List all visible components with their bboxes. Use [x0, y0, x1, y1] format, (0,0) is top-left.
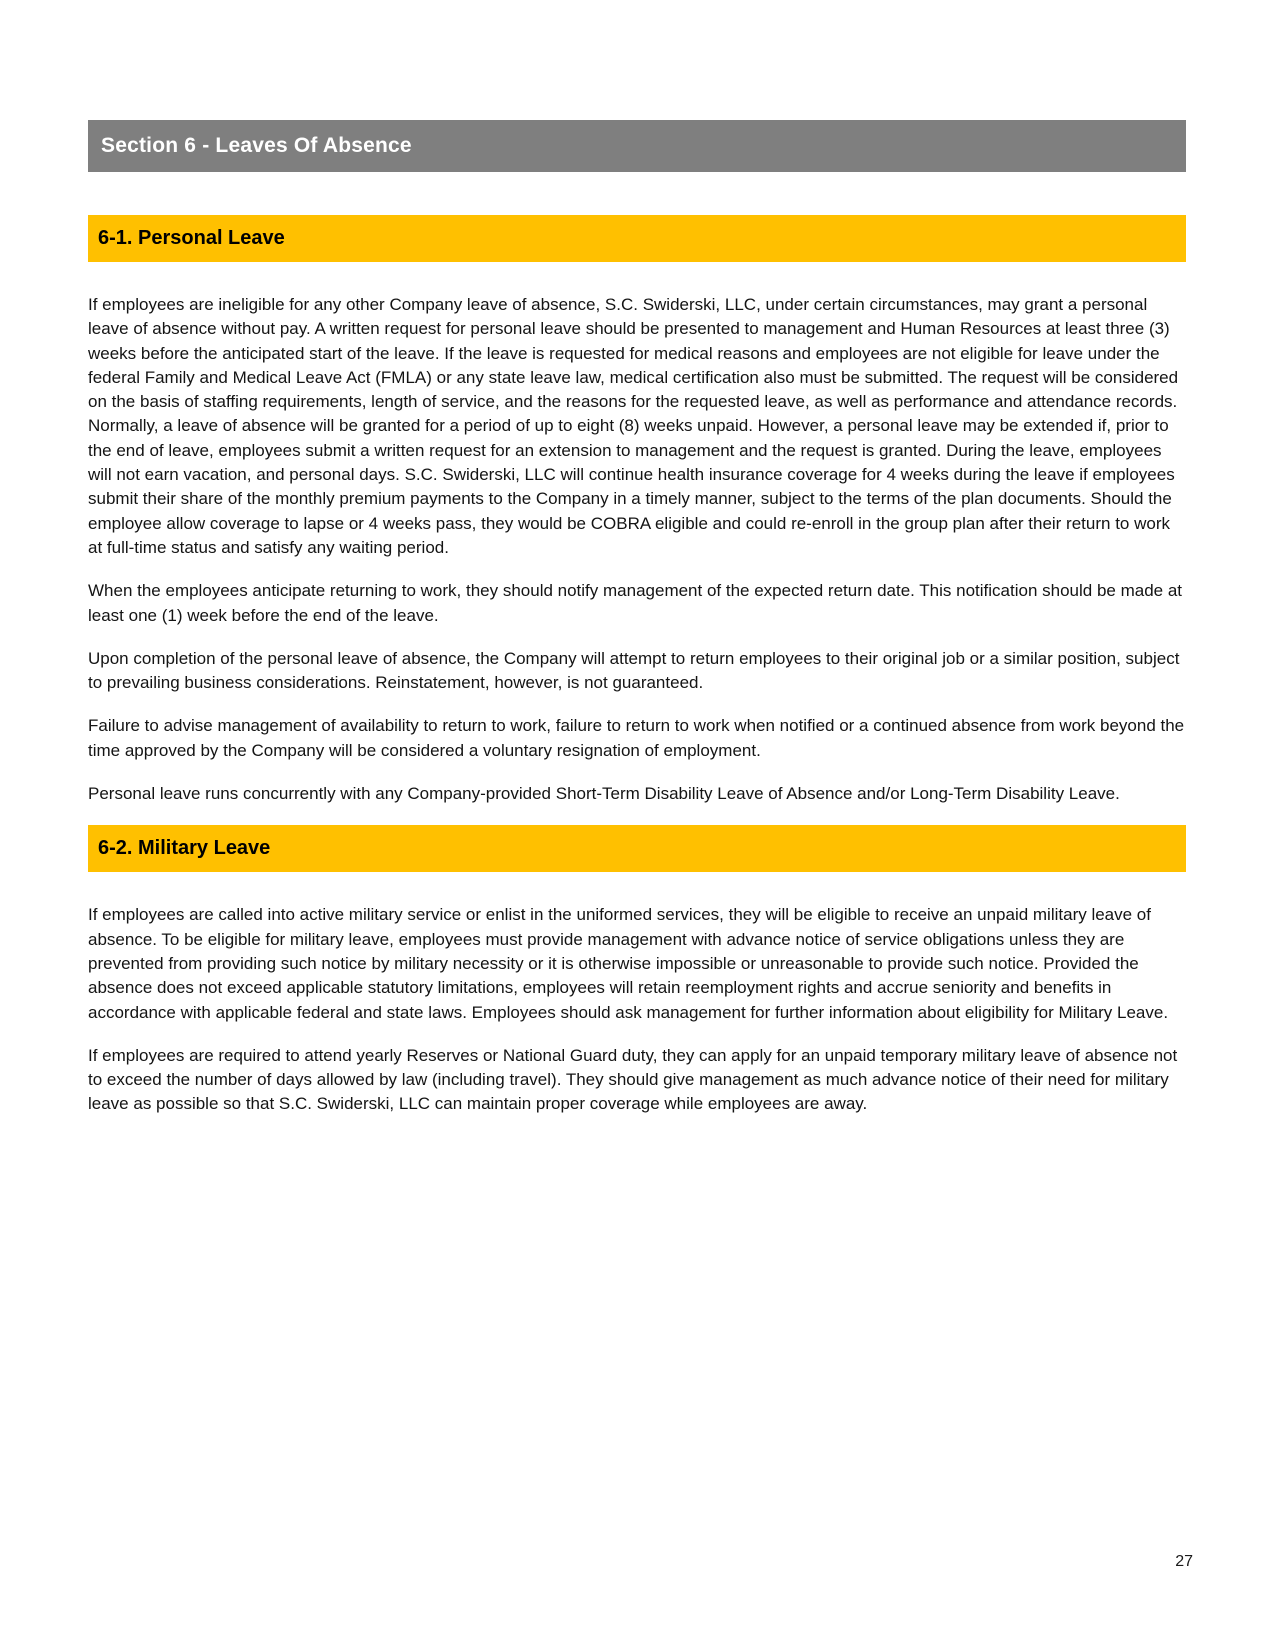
paragraph-personal-leave-1: If employees are ineligible for any other Company leave of absence, S.C. Swiderski, LLC, under certain circumstances, may grant a personal leave of absence without pay. A written request for personal leave should be presented to management and Human Resources at least three (3) weeks before the anticipated start of the leave. If the leave is requested for medical reasons and employees are not eligible for leave under the federal Family and Medical Leave Act (FMLA) or any state leave law, medical certification also must be submitted. The request will be considered on the basis of staffing requirements, length of service, and the reasons for the requested leave, as well as performance and attendance records. Normally, a leave of absence will be granted for a period of up to eight (8) weeks unpaid. However, a personal leave may be extended if, prior to the end of leave, employees submit a written request for an extension to management and the request is granted. During the leave, employees will not earn vacation, and personal days. S.C. Swiderski, LLC will continue health insurance coverage for 4 weeks during the leave if employees submit their share of the monthly premium payments to the Company in a timely manner, subject to the terms of the plan documents. Should the employee allow coverage to lapse or 4 weeks pass, they would be COBRA eligible and could re-enroll in the group plan after their return to work at full-time status and satisfy any waiting period. [88, 295, 1179, 557]
paragraph-personal-leave-4: Failure to advise management of availability to return to work, failure to return to work when notified or a continued absence from work beyond the time approved by the Company will be considered a voluntary resignation of employment. [88, 716, 1185, 760]
paragraph-personal-leave-2: When the employees anticipate returning to work, they should notify management of the expected return date. This notification should be made at least one (1) week before the end of the leave. [88, 581, 1183, 625]
paragraph-personal-leave-3: Upon completion of the personal leave of absence, the Company will attempt to return employees to their original job or a similar position, subject to prevailing business considerations. Reinstatement, however, is not guaranteed. [88, 648, 1180, 693]
page-content [88, 0, 1186, 1136]
personal-leave-body [88, 293, 1186, 806]
subsection-bar-personal-leave [88, 215, 1186, 262]
subsection-title-personal-leave: 6-1. Personal Leave [98, 227, 285, 249]
paragraph-military-leave-1: If employees are called into active military service or enlist in the uniformed services, they will be eligible to receive an unpaid military leave of absence. To be eligible for military leave, employees must provide management with advance notice of service obligations unless they are prevented from providing such notice by military necessity or it is otherwise impossible or unreasonable to provide such notice. Provided the absence does not exceed applicable statutory limitations, employees will retain reemployment rights and accrue seniority and benefits in accordance with applicable federal and state laws. Employees should ask management for further information about eligibility for Military Leave. [88, 905, 1169, 1022]
subsection-title-military-leave: 6-2. Military Leave [98, 837, 271, 860]
page-number: 27 [1175, 1553, 1193, 1570]
section-title: Section 6 - Leaves Of Absence [101, 134, 412, 157]
military-leave-body [88, 903, 1186, 1116]
paragraph-military-leave-2: If employees are required to attend yearly Reserves or National Guard duty, they can apply for an unpaid temporary military leave of absence not to exceed the number of days allowed by law (including travel). They should give management as much advance notice of their need for military leave as possible so that S.C. Swiderski, LLC can maintain proper coverage while employees are away. [88, 1045, 1178, 1114]
paragraph-personal-leave-5: Personal leave runs concurrently with any Company-provided Short-Term Disability Leave of Absence and/or Long-Term Disability Leave. [88, 784, 1120, 804]
section-header-bar [88, 120, 1186, 172]
subsection-bar-military-leave [88, 825, 1186, 872]
